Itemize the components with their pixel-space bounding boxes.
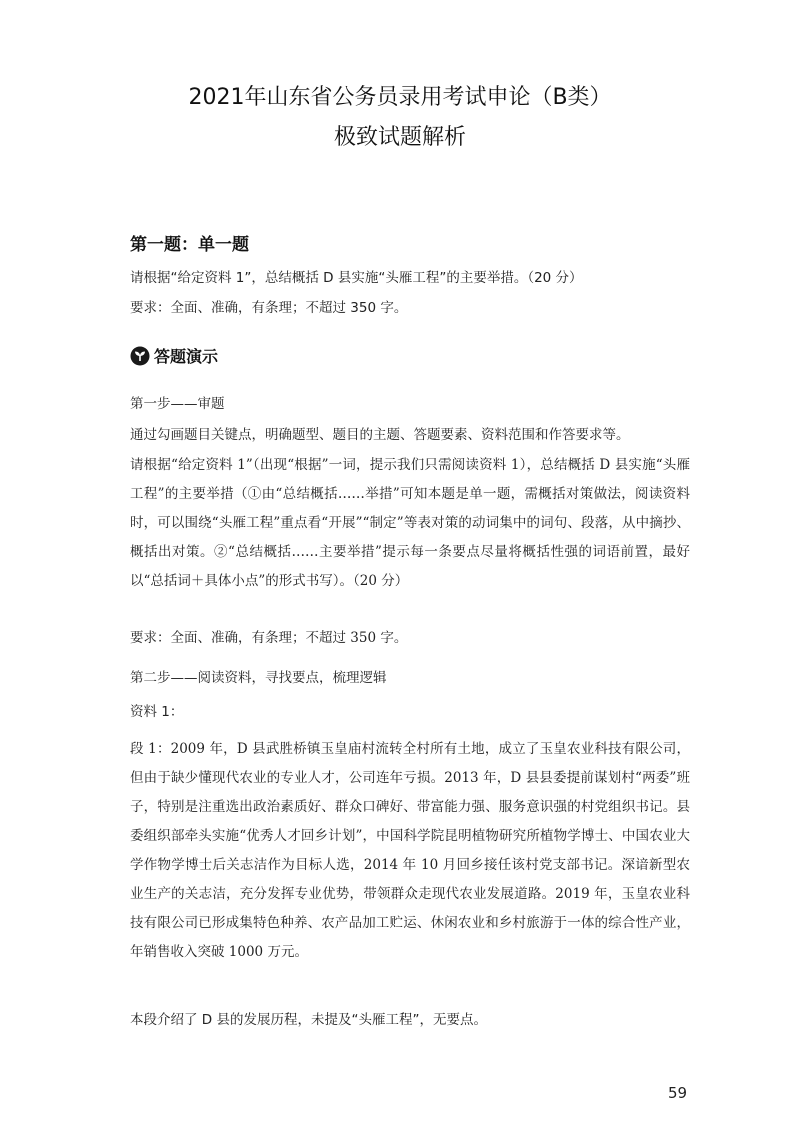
page-number: 59 (668, 1084, 688, 1102)
step2-title: 第二步——阅读资料，寻找要点，梳理逻辑 (130, 670, 387, 686)
document-title: 2021年山东省公务员录用考试申论（B类） (188, 85, 612, 110)
document-subtitle: 极致试题解析 (333, 125, 466, 150)
answer-demo-label: 答题演示 (154, 347, 219, 366)
question-prompt: 请根据“给定资料 1”，总结概括 D 县实施“头雁工程”的主要举措。（20 分） (130, 270, 583, 286)
question-heading: 第一题：单一题 (130, 235, 249, 255)
leaf-circle-icon (130, 346, 150, 366)
material-paragraph-1: 段 1：2009 年，D 县武胜桥镇玉皇庙村流转全村所有土地，成立了玉皇农业科技有限公司，但由于缺少懂现代农业的专业人才，公司连年亏损。2013 年，D 县县委提前谋划村“两委”班子，特别是注重选出政治素质好、群众口碑好、带富能力强、服务意识强的村党组织书记。县委组织部牵头实施“优秀人才回乡计划”，中国科学院昆明植物研究所植物学博士、中国农业大学作物学博士后关志洁作为目标人选，2014 年 10 月回乡接任该村党支部书记。深谙新型农业生产的关志洁，充分发挥专业优势，带领群众走现代农业发展道路。2019 年，玉皇农业科技有限公司已形成集特色种养、农产品加工贮运、休闲农业和乡村旅游于一体的综合性产业，年销售收入突破 1000 万元。 (130, 741, 690, 960)
material-label: 资料 1： (130, 704, 184, 720)
answer-demo-heading (130, 344, 218, 367)
step1-title: 第一步——审题 (130, 396, 225, 412)
step1-requirement: 要求：全面、准确，有条理；不超过 350 字。 (130, 630, 408, 646)
question-requirement: 要求：全面、准确，有条理；不超过 350 字。 (130, 300, 408, 316)
step1-analysis: 请根据“给定资料 1”（出现“根据”一词，提示我们只需阅读资料 1），总结概括 D 县实施“头雁工程”的主要举措（①由“总结概括……举措”可知本题是单一题，需概括对策做法，阅读资料时，可以围绕“头雁工程”重点看“开展”“制定”等表对策的动词集中的词句、段落，从中摘抄、概括出对策。②“总结概括……主要举措”提示每一条要点尽量将概括性强的词语前置，最好以“总括词＋具体小点”的形式书写）。（20 分） (130, 457, 690, 589)
step1-intro: 通过勾画题目关键点，明确题型、题目的主题、答题要素、资料范围和作答要求等。 (130, 427, 630, 443)
paragraph-note: 本段介绍了 D 县的发展历程，未提及“头雁工程”，无要点。 (130, 1012, 487, 1028)
